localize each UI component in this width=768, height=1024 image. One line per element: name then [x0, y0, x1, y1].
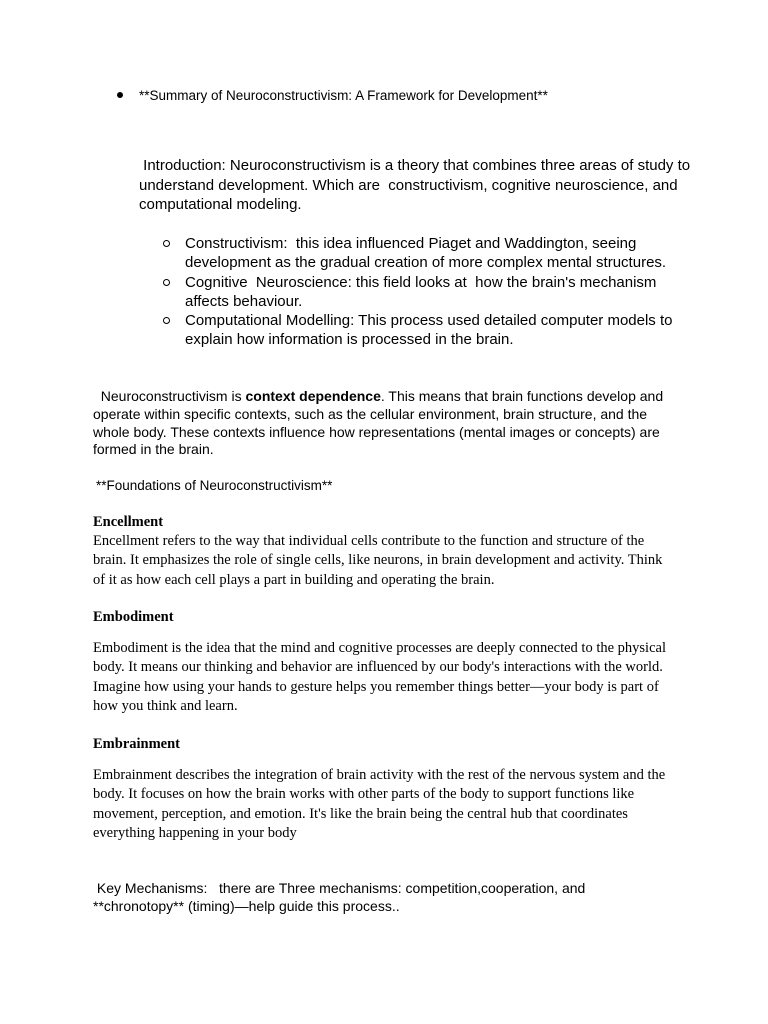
- section-body-embrainment: Embrainment describes the integration of brain activity with the rest of the nervous system and the body. It focuses on how the brain works with other parts of the body to support functions like movement, perception, and emotion. It's like the brain being the central hub that coordinates everything happening in your body: [93, 767, 666, 841]
- context-bold-term: context dependence: [245, 388, 381, 404]
- list-item-text: Constructivism: this idea influenced Piaget and Waddington, seeing development as the gradual creation of more complex mental structures.: [185, 235, 667, 272]
- list-item: [162, 234, 702, 273]
- context-text-before: Neuroconstructivism is: [93, 388, 246, 404]
- section-heading-embrainment: Embrainment: [93, 736, 180, 752]
- list-item-text: Cognitive Neuroscience: this field looks at how the brain's mechanism affects behaviour.: [185, 273, 661, 310]
- document-title: **Summary of Neuroconstructivism: A Framework for Development**: [139, 88, 548, 103]
- section-body-encellment: Encellment refers to the way that individual cells contribute to the function and structure of the brain. It emphasizes the role of single cells, like neurons, in brain development and activity. Think of it as how each cell plays a part in building and operating the brain.: [93, 533, 663, 588]
- hollow-bullet-icon: [163, 317, 170, 324]
- section-body-embodiment: Embodiment is the idea that the mind and cognitive processes are deeply connected to the physical body. It means our thinking and behavior are influenced by our body's interactions with the world. Imagine how using your hands to gesture helps you remember things better—your body is part of how you think and learn.: [93, 640, 666, 714]
- section-heading-embodiment: Embodiment: [93, 609, 174, 625]
- foundations-heading: **Foundations of Neuroconstructivism**: [96, 478, 333, 493]
- hollow-bullet-icon: [163, 240, 170, 247]
- context-paragraph: [93, 388, 683, 459]
- hollow-bullet-icon: [163, 279, 170, 286]
- areas-list: [162, 234, 702, 350]
- section-heading-encellment: Encellment: [93, 514, 164, 530]
- key-mechanisms-paragraph: Key Mechanisms: there are Three mechanisms: competition,cooperation, and **chronotopy** (timing)—help guide this process..: [93, 880, 590, 914]
- list-item: [162, 311, 702, 350]
- list-item-text: Computational Modelling: This process used detailed computer models to explain how information is processed in the brain.: [185, 312, 677, 349]
- introduction-paragraph: Introduction: Neuroconstructivism is a theory that combines three areas of study to understand development. Which are constructivism, cognitive neuroscience, and computational modeling.: [139, 157, 695, 214]
- list-item: [162, 273, 702, 312]
- bullet-dot: [117, 92, 123, 98]
- context-text-after: . This means that brain functions develop and operate within specific contexts, such as the cellular environment, brain structure, and the whole body. These contexts influence how representations (mental images or concepts) are formed in the brain.: [93, 388, 664, 458]
